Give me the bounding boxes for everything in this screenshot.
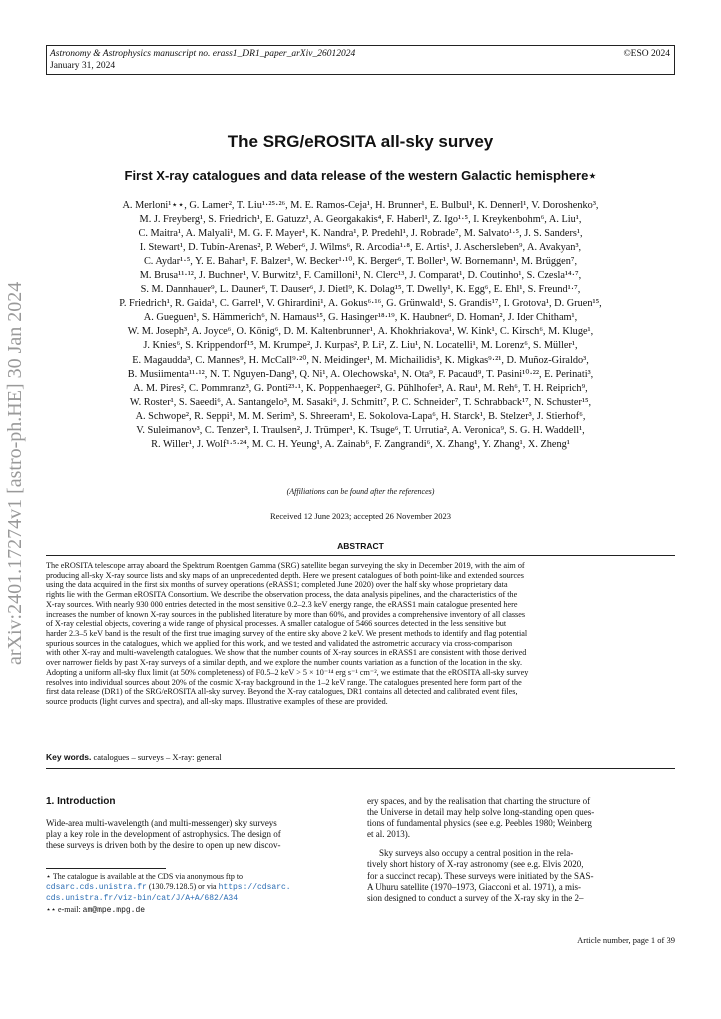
author-line: S. M. Dannhauer⁹, L. Dauner⁶, T. Dauser⁶, J. Dietl⁹, K. Dolag¹⁵, T. Dwelly¹, K. Egg⁶, E. Ehl¹, S. Freund¹·⁷, bbox=[140, 284, 581, 296]
author-line: P. Friedrich¹, R. Gaida¹, C. Garrel¹, V. Ghirardini¹, A. Gokus⁶·¹⁶, G. Grünwald¹, S. Grandis¹⁷, I. Grotova¹, D. Gruen¹⁵, bbox=[119, 298, 602, 310]
footnote-rule bbox=[46, 868, 166, 869]
abstract-line: producing all-sky X-ray source lists and sky maps of an unprecedented depth. Here we present catalogues of both point-like and extended sources bbox=[46, 570, 524, 580]
abstract-line: spurious sources in the catalogues, which we applied for this work, and we tested and validated the astrometric accuracy via cross-comparison bbox=[46, 638, 513, 648]
right-column-text bbox=[367, 796, 675, 904]
author-line: W. Roster¹, S. Saeedi⁶, A. Santangelo³, M. Sasaki⁶, J. Schmitt⁷, P. C. Schneider⁷, T. Schrabback¹⁷, N. Schuster¹⁵, bbox=[129, 396, 592, 408]
paper-subtitle: First X-ray catalogues and data release of the western Galactic hemisphere⋆ bbox=[124, 168, 597, 183]
abstract-line: resolves into individual sources about 20% of the cosmic X-ray background in the 1–2 keV range. The catalogues presented here form part of the bbox=[46, 677, 522, 687]
body-line: A Uhuru satellite (1970–1973, Giacconi et al. 1971), a mis- bbox=[367, 881, 581, 892]
author-line: A. Merloni¹⋆⋆, G. Lamer², T. Liu¹·²⁵·²⁶, M. E. Ramos-Ceja¹, H. Brunner¹, E. Bulbul¹, K. Dennerl¹, V. Doroshenko³, bbox=[122, 200, 599, 211]
page-number: Article number, page 1 of 39 bbox=[577, 935, 675, 945]
author-line: C. Maitra¹, A. Malyali¹, M. G. F. Mayer¹, K. Nandra¹, P. Predehl¹, J. Robrade⁷, M. Salvato¹·⁵, J. S. Sanders¹, bbox=[138, 228, 583, 240]
author-line: M. Brusa¹¹·¹², J. Buchner¹, V. Burwitz¹, F. Camilloni¹, N. Clerc¹³, J. Comparat¹, D. Coutinho¹, S. Czesla¹⁴·⁷, bbox=[139, 270, 582, 282]
author-line: B. Musiimenta¹¹·¹², N. T. Nguyen-Dang³, Q. Ni¹, A. Olechowska¹, N. Ota⁹, F. Pacaud⁹, T. Pasini¹⁰·²², E. Perinati³, bbox=[127, 368, 594, 380]
paper-title: The SRG/eROSITA all-sky survey bbox=[227, 132, 494, 151]
arxiv-stamp[interactable]: arXiv:2401.17274v1 [astro-ph.HE] 30 Jan 2024 bbox=[4, 281, 26, 665]
footnote-1-text: ⋆ The catalogue is available at the CDS via anonymous ftp to bbox=[46, 872, 244, 881]
cds-https-link[interactable]: https://cdsarc. bbox=[218, 883, 291, 893]
body-line: tively short history of X-ray astronomy (see e.g. Elvis 2020, bbox=[367, 859, 584, 870]
keywords-label: Key words. bbox=[46, 752, 92, 762]
manuscript-date: January 31, 2024 bbox=[50, 61, 116, 71]
abstract-heading: ABSTRACT bbox=[337, 541, 384, 551]
body-line: ery spaces, and by the realisation that charting the structure of bbox=[367, 796, 591, 806]
affiliations-note: (Affiliations can be found after the references) bbox=[286, 487, 435, 496]
abstract-line: rights lie with the German eROSITA Consortium. We describe the observation process, the data analysis pipelines, and the characteristics of the bbox=[46, 590, 518, 600]
body-line: the Universe in detail may help solve long-standing open ques- bbox=[367, 807, 595, 818]
abstract-line: increases the number of known X-ray sources in the published literature by more than 60%, and provides a comprehensive inventory of all classes bbox=[46, 609, 526, 619]
cds-ftp-link[interactable]: cdsarc.cds.unistra.fr bbox=[46, 883, 147, 893]
abstract-bottom-rule bbox=[46, 768, 675, 769]
author-line: V. Suleimanov³, C. Tenzer³, I. Traulsen², J. Trümper¹, K. Tsuge⁶, T. Urrutia², A. Veronica⁹, S. G. H. Waddell¹, bbox=[136, 424, 585, 436]
abstract-line: X-ray sources. With nearly 930 000 entries detected in the most sensitive 0.2–2.3 keV energy range, the eRASS1 main catalogue presented here bbox=[46, 599, 518, 609]
author-line: A. M. Pires², C. Pommranz³, G. Ponti²³·¹, K. Poppenhaeger², G. Pühlhofer³, A. Rau¹, M. Reh⁶, T. H. Reiprich⁹, bbox=[133, 382, 588, 394]
author-line: R. Willer¹, J. Wolf¹·⁵·²⁴, M. C. H. Yeung¹, A. Zainab⁶, F. Zangrandi⁶, X. Zhang¹, Y. Zhang¹, X. Zheng¹ bbox=[151, 438, 570, 450]
body-line: tions of fundamental physics (see e.g. Peebles 1980; Weinberg bbox=[367, 818, 592, 829]
footnote-1 bbox=[46, 872, 356, 905]
abstract-line: The eROSITA telescope array aboard the Spektrum Roentgen Gamma (SRG) satellite began surveying the sky in December 2019, with the aim of bbox=[46, 561, 525, 570]
footnote-1-mid: (130.79.128.5) or via bbox=[146, 882, 219, 892]
abstract-line: over narrower fields by past X-ray surveys of a similar depth, and we explore the number counts variation as a function of the location in the sky. bbox=[46, 658, 523, 668]
author-line: A. Gueguen¹, S. Hämmerich⁶, N. Hamaus¹⁵, G. Hasinger¹⁸·¹⁹, K. Haubner⁶, D. Homan², J. Ider Chitham¹, bbox=[143, 312, 578, 324]
author-line: W. M. Joseph³, A. Joyce⁶, O. König⁶, D. M. Kaltenbrunner¹, A. Khokhriakova¹, W. Kink¹, C. Kirsch⁶, M. Kluge¹, bbox=[127, 326, 594, 338]
abstract-line: first data release (DR1) of the SRG/eROSITA all-sky survey. Beyond the X-ray catalogues, DR1 contains all detected and calibrated event files, bbox=[46, 687, 518, 697]
abstract-top-rule bbox=[46, 555, 675, 556]
body-line: et al. 2013). bbox=[367, 829, 410, 840]
abstract-line: of X-ray celestial objects, covering a wide range of physical processes. A smaller catalogue of 5466 sources detected in the less sensitive but bbox=[46, 619, 507, 629]
keywords-text: catalogues – surveys – X-ray: general bbox=[93, 752, 222, 762]
abstract-body bbox=[46, 561, 675, 707]
left-column-text bbox=[46, 818, 356, 851]
email-link[interactable]: am@mpe.mpg.de bbox=[82, 905, 146, 915]
author-line: C. Aydar¹·⁵, Y. E. Bahar¹, F. Balzer¹, W. Becker¹·¹⁰, K. Berger⁶, T. Boller¹, W. Bornemann¹, M. Brüggen⁷, bbox=[143, 256, 578, 268]
manuscript-header bbox=[46, 45, 675, 75]
author-line: A. Schwope², R. Seppi¹, M. M. Serim³, S. Shreeram¹, E. Sokolova-Lapa⁶, H. Starck¹, B. Stelzer³, J. Stierhof⁶, bbox=[135, 410, 586, 422]
section-heading: 1. Introduction bbox=[46, 796, 116, 807]
author-line: E. Magaudda³, C. Mannes⁹, H. McCall⁹·²⁰, N. Meidinger¹, M. Michailidis³, K. Migkas⁹·²¹, D. Muñoz-Giraldo³, bbox=[132, 354, 589, 366]
author-list bbox=[48, 199, 673, 452]
author-line: I. Stewart¹, D. Tubín-Arenas², P. Weber⁶, J. Wilms⁶, R. Arcodia¹·⁸, E. Artis¹, J. Aschersleben⁹, A. Avakyan³, bbox=[139, 242, 582, 254]
author-line: J. Knies⁶, S. Krippendorf¹⁵, M. Krumpe², J. Kurpas², P. Li², Z. Liu¹, N. Locatelli¹, M. Lorenz⁶, S. Müller¹, bbox=[143, 340, 578, 352]
abstract-line: using the data acquired in the first six months of survey operations (eRASS1; completed June 2020) over the half sky whose proprietary data bbox=[46, 580, 508, 590]
abstract-line: source products (light curves and spectra), and all-sky maps. Illustrative examples of these are provided. bbox=[46, 697, 388, 707]
footnote-2-label: ⋆⋆ e-mail: bbox=[46, 904, 83, 914]
abstract-line: Adopting a uniform all-sky flux limit (at 50% completeness) of F0.5–2 keV > 5 × 10⁻¹⁴ erg s⁻¹ cm⁻², we estimate that the eROSITA all-sky survey bbox=[46, 667, 529, 677]
body-line: sion designed to conduct a survey of the X-ray sky in the 2– bbox=[367, 892, 584, 903]
manuscript-info bbox=[50, 48, 355, 72]
body-line: these surveys is driven both by the desire to open up new discov- bbox=[46, 840, 281, 851]
author-line: M. J. Freyberg¹, S. Friedrich¹, E. Gatuzz¹, A. Georgakakis⁴, F. Haberl¹, Z. Igo¹·⁵, I. Kreykenbohm⁶, A. Liu¹, bbox=[139, 214, 582, 226]
footnotes bbox=[46, 872, 356, 916]
abstract-line: with other X-ray and multi-wavelength catalogues. We show that the number counts of X-ray sources in eRASS1 are consistent with those derived bbox=[46, 648, 527, 658]
keywords bbox=[46, 752, 675, 762]
footnote-2 bbox=[46, 905, 356, 916]
body-line: Wide-area multi-wavelength (and multi-messenger) sky surveys bbox=[46, 818, 277, 828]
body-line: Sky surveys also occupy a central position in the rela- bbox=[379, 848, 574, 859]
body-line: play a key role in the development of astrophysics. The design of bbox=[46, 829, 281, 840]
manuscript-id: Astronomy & Astrophysics manuscript no. erass1_DR1_paper_arXiv_26012024 bbox=[50, 49, 356, 59]
body-line: for a succinct recap). These surveys were initiated by the SAS- bbox=[367, 870, 594, 881]
cds-https-link-cont[interactable]: cds.unistra.fr/viz-bin/cat/J/A+A/682/A34 bbox=[46, 894, 239, 904]
received-dates: Received 12 June 2023; accepted 26 November 2023 bbox=[269, 511, 452, 521]
copyright: ©ESO 2024 bbox=[623, 49, 670, 59]
abstract-line: harder 2.3–5 keV band is the result of the first true imaging survey of the entire sky above 2 keV. We present methods to identify and flag potential bbox=[46, 629, 528, 639]
